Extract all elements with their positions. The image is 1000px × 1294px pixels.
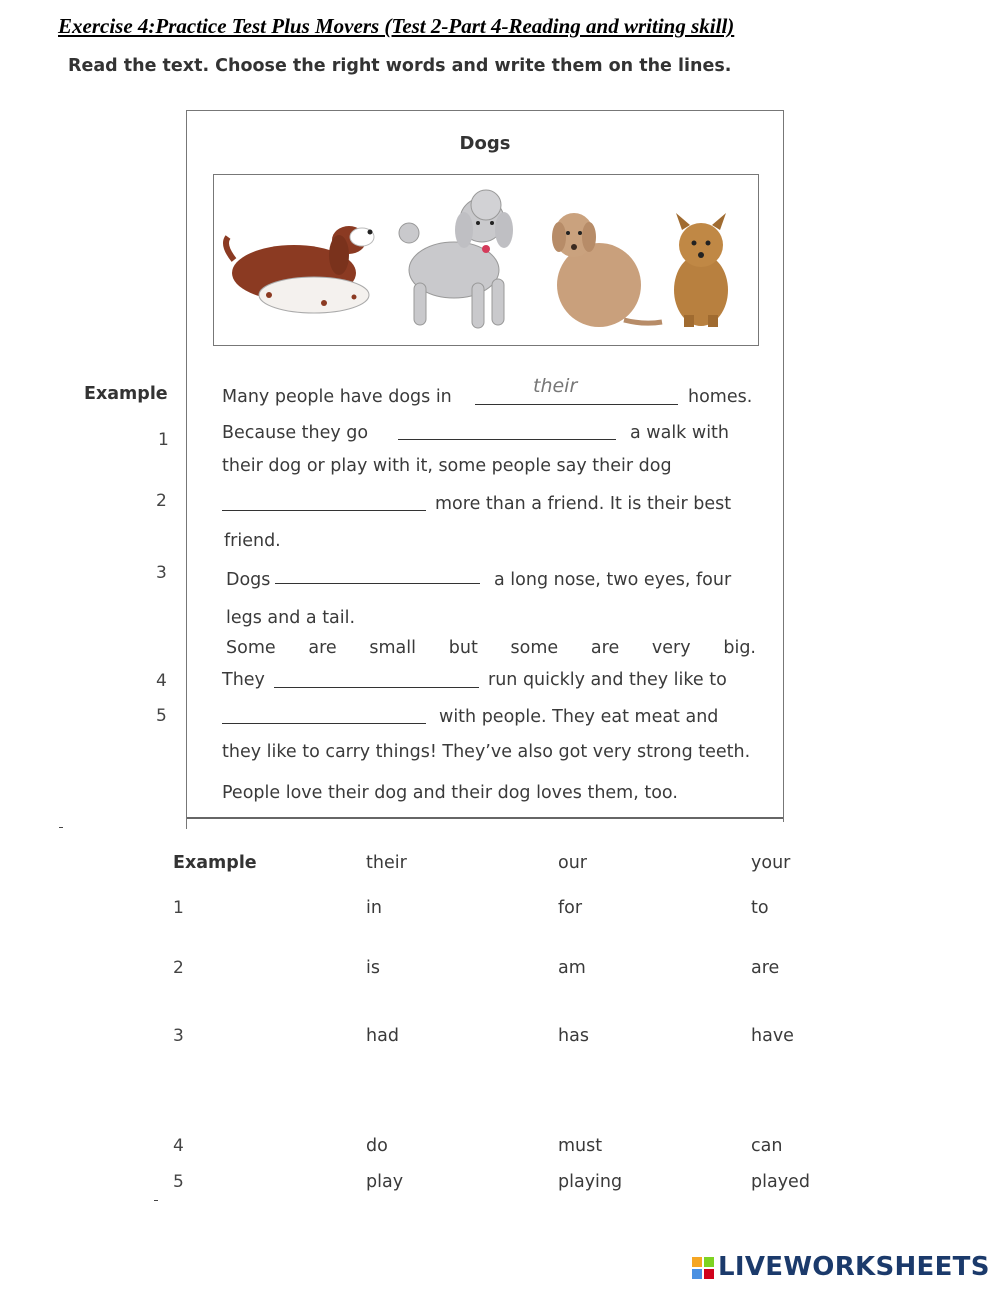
liveworksheets-logo[interactable]: LIVEWORKSHEETS (718, 1252, 990, 1282)
question-number-4: 4 (156, 671, 167, 691)
story-line-2-continued: friend. (224, 531, 281, 551)
answer-blank-5[interactable] (222, 723, 426, 724)
story-line-example-start: Many people have dogs in (222, 387, 452, 407)
story-line-1-continued: their dog or play with it, some people say their dog (222, 456, 672, 476)
option-choice: their (366, 853, 407, 873)
story-line-4-intro: Some are small but some are very big. (226, 638, 756, 658)
option-choice[interactable]: play (366, 1172, 404, 1192)
option-choice[interactable]: are (751, 958, 780, 978)
question-number-3: 3 (156, 563, 167, 583)
story-line-1-start: Because they go (222, 423, 369, 443)
option-choice[interactable]: has (558, 1026, 589, 1046)
instruction-text: Read the text. Choose the right words and write them on the lines. (68, 56, 732, 76)
story-line-4-start: They (222, 670, 265, 690)
example-answer-line (475, 404, 678, 405)
spaniel-dog-icon (226, 226, 374, 313)
option-choice[interactable]: have (751, 1026, 794, 1046)
option-choice[interactable]: played (751, 1172, 810, 1192)
terrier-dog-icon (674, 213, 728, 327)
options-row-label-4: 4 (173, 1136, 184, 1156)
option-choice[interactable]: playing (558, 1172, 623, 1192)
story-line-3-end: a long nose, two eyes, four (494, 570, 732, 590)
question-number-1: 1 (158, 430, 169, 450)
options-row-label-1: 1 (173, 898, 184, 918)
page-title: Exercise 4:Practice Test Plus Movers (Test 2-Part 4-Reading and writing skill) (58, 14, 735, 38)
story-frame-bottom-rule (186, 817, 783, 819)
story-line-3-continued: legs and a tail. (226, 608, 356, 628)
option-choice[interactable]: had (366, 1026, 399, 1046)
option-choice[interactable]: is (366, 958, 380, 978)
option-choice: your (751, 853, 791, 873)
answer-blank-4[interactable] (274, 687, 479, 688)
margin-mark (59, 827, 63, 828)
options-row-label-5: 5 (173, 1172, 184, 1192)
story-line-2-end: more than a friend. It is their best (435, 494, 732, 514)
story-line-4-end: run quickly and they like to (488, 670, 727, 690)
poodle-dog-icon (399, 190, 513, 328)
answer-blank-3[interactable] (275, 583, 480, 584)
story-line-1-end: a walk with (630, 423, 730, 443)
option-choice[interactable]: to (751, 898, 769, 918)
story-frame-tick (186, 817, 187, 829)
story-line-5-end: with people. They eat meat and (439, 707, 719, 727)
option-choice[interactable]: can (751, 1136, 783, 1156)
answer-blank-1[interactable] (398, 439, 616, 440)
example-label: Example (84, 384, 168, 404)
option-choice: our (558, 853, 587, 873)
question-number-5: 5 (156, 706, 167, 726)
options-row-label-example: Example (173, 853, 257, 873)
options-row-label-2: 2 (173, 958, 184, 978)
story-line-example-end: homes. (688, 387, 753, 407)
story-line-closing: People love their dog and their dog loves them, too. (222, 783, 678, 803)
story-title: Dogs (459, 133, 511, 154)
option-choice[interactable]: must (558, 1136, 603, 1156)
answer-blank-2[interactable] (222, 510, 426, 511)
option-choice[interactable]: do (366, 1136, 388, 1156)
dogs-illustration-svg (214, 175, 757, 344)
story-line-3-start: Dogs (226, 570, 271, 590)
dogs-illustration (213, 174, 759, 346)
question-number-2: 2 (156, 491, 167, 511)
options-row-label-3: 3 (173, 1026, 184, 1046)
option-choice[interactable]: in (366, 898, 382, 918)
margin-mark (154, 1200, 158, 1201)
example-answer: their (533, 375, 578, 397)
story-line-5-continued: they like to carry things! They’ve also got very strong teeth. (222, 742, 751, 762)
option-choice[interactable]: for (558, 898, 583, 918)
option-choice[interactable]: am (558, 958, 586, 978)
retriever-dog-icon (552, 213, 662, 327)
liveworksheets-logo-icon (692, 1257, 714, 1279)
